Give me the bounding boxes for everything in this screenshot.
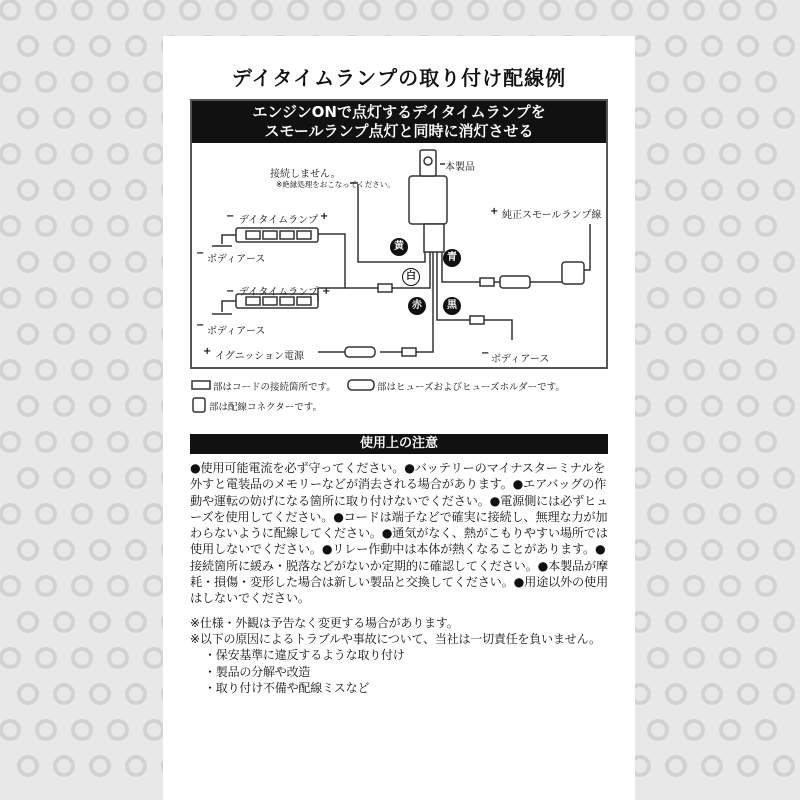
earth-1-minus: − [196,248,205,259]
drl-2-led [246,297,260,305]
spec-change-note: ※仕様・外観は予告なく変更する場合があります。 [190,616,459,630]
liability-note: ※以下の原因によるトラブルや事故について、当社は一切責任を負いません。 [190,632,601,647]
drl-2-label: デイタイムランプ [239,287,319,298]
body-earth-2-label: ボディアース [207,326,266,337]
red-wire-badge: 赤 [408,297,426,315]
ignition-plus: + [203,346,212,357]
drl-2-led [297,297,311,305]
notes-section [190,615,620,696]
small-lamp-tap [562,262,584,284]
drl-1-led [280,231,294,239]
drl-2-led [280,297,294,305]
notice-header: 使用上の注意 [190,434,608,454]
drl-1-plus: + [320,211,329,222]
small-lamp-plus: + [490,206,499,217]
drl-1-minus: − [226,211,235,222]
page-title: デイタイムランプの取り付け配線例 [231,66,567,90]
drl-2-ground-wire [222,301,236,312]
ignition-label: イグニッション電源 [215,351,304,362]
drl-1-ground-wire [222,235,236,244]
insulate-note: ※絶縁処理をおこなってください。 [276,180,395,189]
body-earth-1-label: ボディアース [207,254,266,265]
liability-item: ・保安基準に違反するような取り付け [204,648,405,663]
drl-2-led [263,297,277,305]
earth-2-minus: − [196,320,205,331]
drl-1-label: デイタイムランプ [239,215,319,226]
ignition-connector [402,348,416,356]
relay-connector [424,224,444,252]
relay-mount-hole [424,157,432,165]
white-wire-badge: 白 [402,268,420,286]
blue-wire-joint [480,278,494,286]
product-label: 本製品 [445,162,475,173]
legend-connection-symbol [192,381,210,389]
small-lamp-label: 純正スモールランプ線 [502,210,602,221]
legend-connector-text: 部は配線コネクターです。 [209,402,323,413]
black-wire-badge: 黒 [443,297,461,315]
yellow-wire-badge: 黄 [390,238,408,256]
relay-body [409,176,447,224]
legend-fuse-text: 部はヒューズおよびヒューズホルダーです。 [377,382,565,393]
white-wire-joint [378,284,392,292]
diagram-header-line-2: スモールランプ点灯と同時に消灯させる [264,122,534,140]
legend-fuse-symbol [348,380,374,390]
drl-1-led [263,231,277,239]
drl-1-led [246,231,260,239]
liability-item: ・取り付け不備や配線ミスなど [204,680,370,695]
drl-1-led [297,231,311,239]
small-lamp-harness [584,224,590,270]
small-lamp-connector [500,276,530,288]
body-earth-3-label: ボディアース [491,354,550,365]
diagram-header-line-1: エンジンONで点灯するデイタイムランプを [252,103,546,121]
drl-2-plus: + [322,286,331,297]
legend-connector-symbol [193,398,205,412]
not-connected-label: 接続しません。 [270,169,341,180]
drl-2-minus: − [226,286,235,297]
earth-3-minus: − [481,348,490,359]
legend-connection-text: 部はコードの接続箇所です。 [213,382,336,393]
notice-body: ●使用可能電流を必ず守ってください。●バッテリーのマイナスターミナルを外すと電装品のメモリーなどが消去される場合があります。●エアバッグの作動や運転の妨げになる箇所に取り付けないでください。●電源側には必ずヒューズを使用してください。●コードは端子などで確実に接続し、無理な力が加わらないように配線してください。●通気がなく、熱がこもりやすい場所では使用しないでください。●リレー作動中は本体が熱くなることがあります。●接続箇所に緩み・脱落などがないか定期的に確認してください。●本製品が摩耗・損傷・変形した場合は新しい製品と交換してください。●用途以外の使用はしないでください。 [190,461,609,606]
liability-item: ・製品の分解や改造 [204,664,311,679]
ignition-fuse-holder [345,347,375,357]
black-wire-joint [470,316,484,324]
white-to-drl1-wire [318,234,378,288]
blue-wire-badge: 青 [443,249,461,267]
